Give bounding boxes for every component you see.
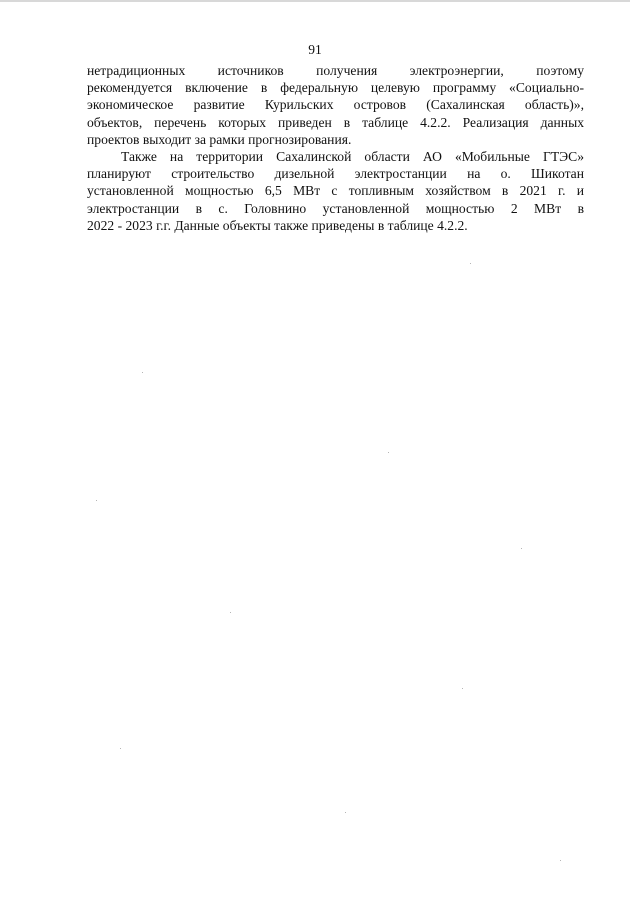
paragraph-2-line-5: 2022 - 2023 г.г. Данные объекты также приведены в таблице 4.2.2. [87,217,468,233]
paragraph-1-line-3: экономическое развитие Курильских островов (Сахалинская область)», [87,97,584,113]
scan-speck [120,748,121,749]
body-text [87,62,584,234]
scan-speck [230,612,231,613]
scan-speck [462,688,463,689]
paragraph-1 [87,62,584,148]
paragraph-1-line-4: объектов, перечень которых приведен в таблице 4.2.2. Реализация данных [87,114,584,130]
scan-speck [521,548,522,549]
paragraph-1-line-5: проектов выходит за рамки прогнозирования. [87,131,352,147]
page-top-edge [0,0,630,2]
scan-speck [142,372,143,373]
paragraph-2-line-4: электростанции в с. Головнино установленной мощностью 2 МВт в [87,200,584,216]
paragraph-1-line-1: нетрадиционных источников получения электроэнергии, поэтому [87,63,584,78]
page-number: 91 [308,42,322,57]
scan-speck [345,812,346,813]
paragraph-2 [87,148,584,234]
scan-speck [388,452,389,453]
paragraph-1-line-2: рекомендуется включение в федеральную целевую программу «Социально- [87,80,584,96]
paragraph-2-line-1: Также на территории Сахалинской области АО «Мобильные ГТЭС» [121,149,584,165]
scan-speck [560,860,561,861]
paragraph-2-line-2: планируют строительство дизельной электростанции на о. Шикотан [87,166,584,182]
scan-speck [96,500,97,501]
paragraph-2-line-3: установленной мощностью 6,5 МВт с топливным хозяйством в 2021 г. и [87,183,584,199]
scan-speck [470,263,471,264]
